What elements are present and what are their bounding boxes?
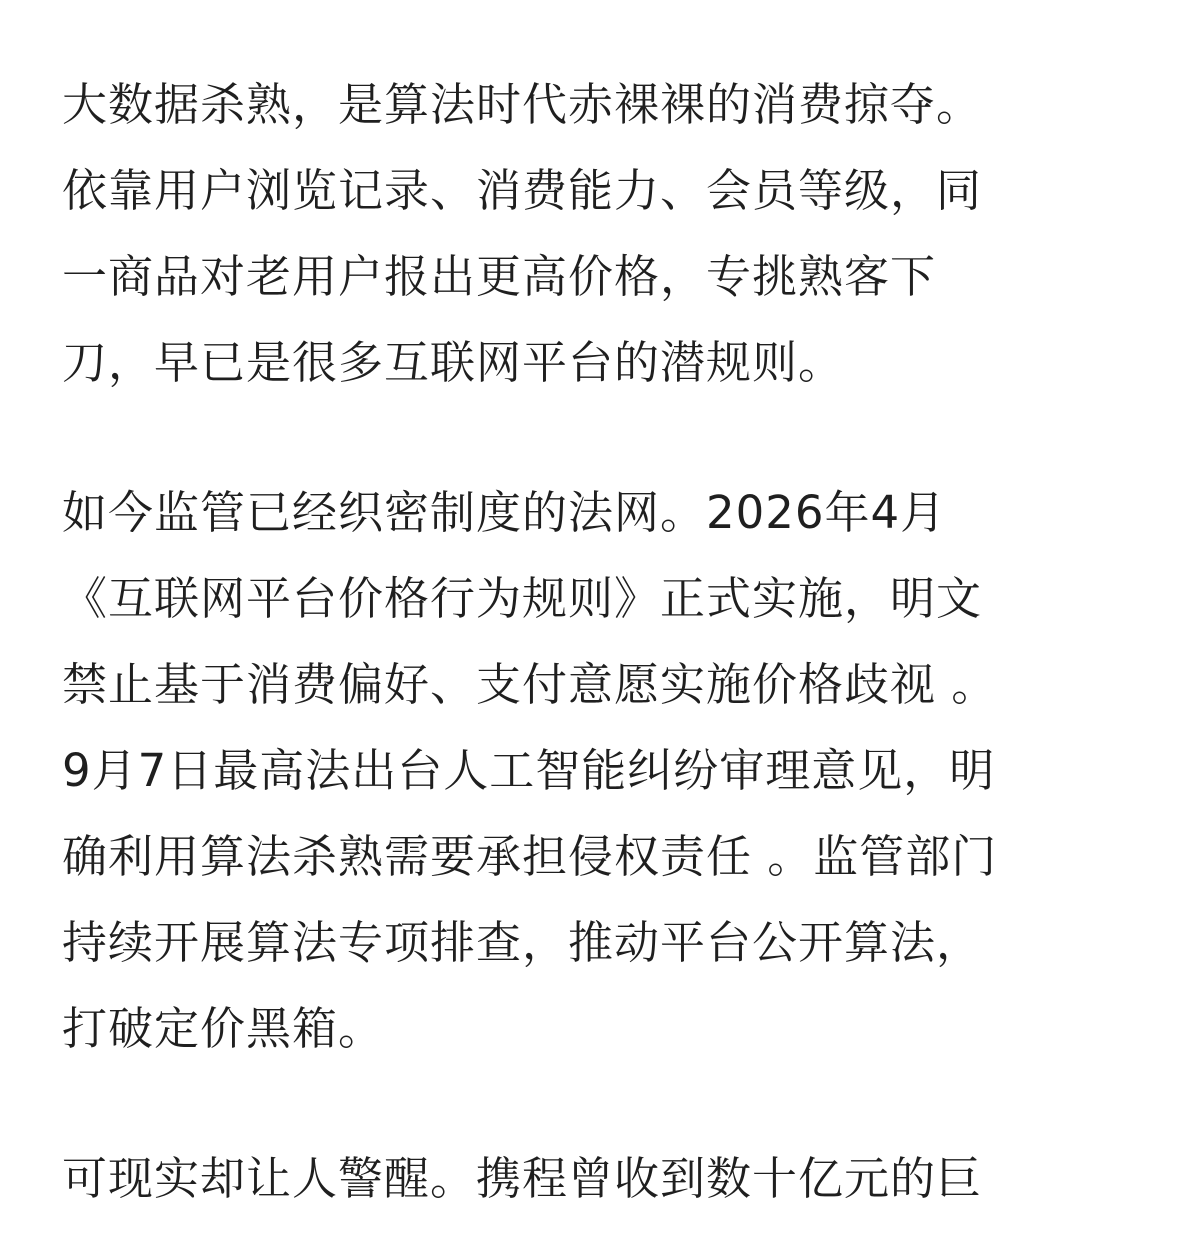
paragraph-line: 大数据杀熟，是算法时代赤裸裸的消费掠夺。 (62, 78, 983, 131)
paragraph (62, 470, 1122, 1072)
paragraph (62, 1136, 1122, 1222)
paragraph-spacer (62, 1072, 1122, 1136)
article-body (62, 62, 1122, 1222)
paragraph-line: 《互联网平台价格行为规则》正式实施，明文 (62, 572, 983, 625)
paragraph-line: 一商品对老用户报出更高价格，专挑熟客下 (62, 250, 937, 303)
paragraph-line: 9月7日最高法出台人工智能纠纷审理意见，明 (62, 744, 996, 797)
paragraph-line: 刀，早已是很多互联网平台的潜规则。 (62, 336, 845, 389)
paragraph (62, 62, 1122, 406)
paragraph-line: 持续开展算法专项排查，推动平台公开算法， (62, 916, 983, 969)
paragraph-line: 依靠用户浏览记录、消费能力、会员等级，同 (62, 164, 983, 217)
paragraph-line: 可现实却让人警醒。携程曾收到数十亿元的巨 (62, 1152, 983, 1205)
paragraph-line: 打破定价黑箱。 (62, 1002, 385, 1055)
paragraph-line: 确利用算法杀熟需要承担侵权责任 。监管部门 (62, 830, 998, 883)
paragraph-spacer (62, 406, 1122, 470)
paragraph-line: 如今监管已经织密制度的法网。2026年4月 (62, 486, 947, 539)
paragraph-line: 禁止基于消费偏好、支付意愿实施价格歧视 。 (62, 658, 998, 711)
